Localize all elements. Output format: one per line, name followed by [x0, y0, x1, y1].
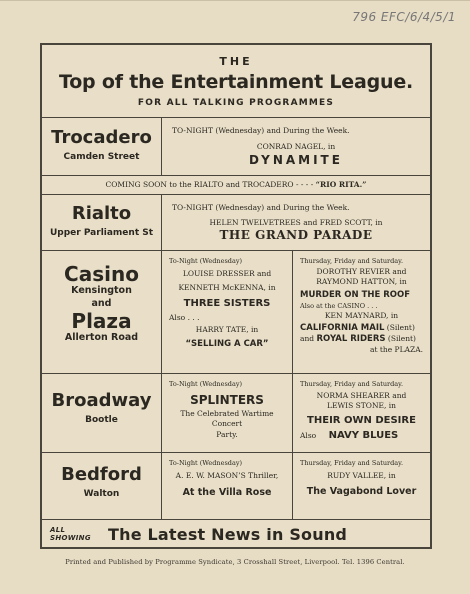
- coming-soon-banner: [42, 176, 430, 195]
- listing-cast: NORMA SHEARER and: [316, 390, 407, 400]
- broadway-tonight: [162, 374, 293, 452]
- film-title: SPLINTERS: [190, 392, 264, 407]
- listing-film-line: [300, 323, 423, 334]
- venue-name: Broadway: [51, 390, 152, 411]
- page-title: Top of the Entertainment League.: [58, 71, 414, 93]
- trocadero-listing: [162, 118, 430, 175]
- listing-cast: KENNETH McKENNA, in: [178, 283, 276, 292]
- listing-heading: Thursday, Friday and Saturday.: [300, 257, 404, 265]
- broadway-row: [42, 374, 430, 453]
- trocadero-venue: [42, 118, 162, 175]
- film-title: At the Villa Rose: [182, 487, 272, 498]
- listing-heading: To-Night (Wednesday): [169, 380, 243, 388]
- silent-note: (Silent): [387, 333, 416, 343]
- all-label: ALL: [50, 526, 66, 534]
- page-subtitle: FOR ALL TALKING PROGRAMMES: [137, 98, 335, 108]
- film-title: ROYAL RIDERS: [316, 333, 386, 344]
- all-showing-label: [50, 526, 91, 542]
- trocadero-row: [42, 118, 430, 176]
- listing-line: TO-NIGHT (Wednesday) and During the Week.: [172, 203, 350, 212]
- casino-plaza-venue: [42, 251, 162, 373]
- showing-label: SHOWING: [50, 534, 91, 542]
- rialto-venue: [42, 195, 162, 250]
- coming-soon-film: “RIO RITA.”: [315, 180, 367, 189]
- listing-cast: RUDY VALLEE, in: [327, 470, 396, 480]
- rialto-row: [42, 195, 430, 251]
- listing-cast: RAYMOND HATTON, in: [316, 277, 407, 286]
- printer-imprint: Printed and Published by Programme Syndicate, 3 Crosshall Street, Liverpool. Tel. 1396 Central.: [65, 558, 405, 566]
- listing-cast: KEN MAYNARD, in: [324, 311, 399, 320]
- broadway-venue: [42, 374, 162, 452]
- venue-location: Allerton Road: [64, 332, 139, 343]
- casino-plaza-row: [42, 251, 430, 374]
- listing-film-line: [300, 334, 423, 345]
- venue-location: Upper Parliament St: [49, 228, 154, 238]
- film-title: NAVY BLUES: [328, 429, 399, 441]
- bedford-tonight: [162, 453, 293, 519]
- coming-soon-text: COMING SOON to the RIALTO and TROCADERO - - - -: [105, 180, 316, 189]
- film-title: THREE SISTERS: [183, 297, 271, 309]
- venue-name: Plaza: [71, 309, 132, 333]
- listing-cast: LOUISE DRESSER and: [182, 268, 272, 278]
- film-title: “SELLING A CAR”: [185, 338, 269, 349]
- venue-location: Walton: [83, 489, 120, 499]
- venue-name: Rialto: [71, 203, 132, 224]
- venue-location: Kensington: [71, 285, 132, 296]
- listing-also: Also at the CASINO . . .: [300, 301, 378, 310]
- listing-cast: HELEN TWELVETREES and FRED SCOTT, in: [209, 217, 383, 227]
- listing-cast: LEWIS STONE, in: [327, 401, 396, 410]
- venue-location: Camden Street: [63, 152, 140, 162]
- footer-band: [42, 521, 430, 547]
- film-title: The Vagabond Lover: [306, 486, 417, 497]
- header-the: THE: [219, 55, 253, 68]
- listing-heading: Thursday, Friday and Saturday.: [300, 380, 404, 388]
- bedford-row: [42, 453, 430, 520]
- casino-plaza-tonight: [162, 251, 293, 373]
- latest-news-tagline: The Latest News in Sound: [108, 525, 348, 544]
- listing-line: TO-NIGHT (Wednesday) and During the Week.: [172, 126, 350, 135]
- programme-sheet: [40, 43, 432, 549]
- listing-cast: CONRAD NAGEL, in: [256, 141, 336, 151]
- listing-and: and: [300, 333, 315, 343]
- listing-cast: HARRY TATE, in: [195, 325, 259, 334]
- listing-location: at the PLAZA.: [370, 344, 423, 354]
- film-description: Party.: [216, 429, 238, 439]
- broadway-later: [293, 374, 430, 452]
- casino-plaza-later: [293, 251, 430, 373]
- silent-note: (Silent): [386, 322, 415, 332]
- film-title: THEIR OWN DESIRE: [307, 414, 416, 426]
- listing-cast: DOROTHY REVIER and: [316, 266, 407, 276]
- venue-name: Casino: [64, 262, 139, 286]
- listing-cast: A. E. W. MASON’S Thriller,: [175, 470, 279, 480]
- listing-heading: To-Night (Wednesday): [169, 257, 243, 265]
- listing-also: Also: [300, 430, 317, 440]
- bedford-venue: [42, 453, 162, 519]
- venue-name: Trocadero: [51, 127, 152, 148]
- catalog-reference: 796 EFC/6/4/5/1: [352, 10, 456, 24]
- rialto-listing: [162, 195, 430, 250]
- film-title: CALIFORNIA MAIL: [300, 322, 385, 333]
- venue-and: and: [91, 298, 112, 309]
- listing-also: Also . . .: [169, 312, 200, 322]
- bedford-later: [293, 453, 430, 519]
- film-title: DYNAMITE: [249, 153, 343, 167]
- listing-also-line: [300, 429, 423, 442]
- film-description: The Celebrated Wartime Concert: [180, 408, 274, 428]
- film-title: THE GRAND PARADE: [219, 228, 373, 242]
- listing-heading: To-Night (Wednesday): [169, 459, 243, 467]
- film-title: MURDER ON THE ROOF: [300, 289, 411, 300]
- venue-name: Bedford: [61, 464, 142, 485]
- venue-location: Bootle: [85, 415, 118, 425]
- listing-heading: Thursday, Friday and Saturday.: [300, 459, 404, 467]
- programme-header: [42, 45, 430, 118]
